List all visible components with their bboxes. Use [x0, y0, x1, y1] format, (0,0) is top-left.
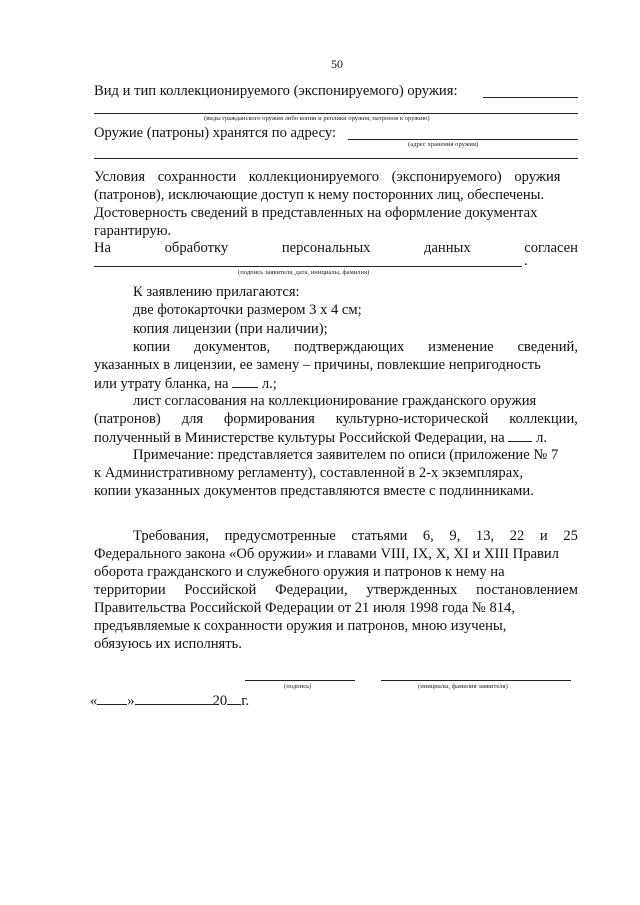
requirements-word: 13,	[475, 528, 495, 544]
attachment-approval-line-1: лист согласования на коллекционирование гражданского оружия	[133, 393, 537, 409]
requirements-line-1	[133, 527, 578, 545]
consent-hint: (подпись заявителя, дата, инициалы, фамилия)	[238, 269, 370, 276]
weapon-type-field-line-1	[483, 97, 578, 98]
requirements-word: 22	[509, 528, 525, 544]
copies-line-3-suffix: л.;	[261, 376, 277, 392]
consent-word: На	[94, 240, 112, 256]
requirements-line-3: оборота гражданского и служебного оружия и патронов к нему на	[94, 564, 505, 580]
requirements-word: Требования,	[133, 528, 210, 544]
copies-word: копии	[133, 339, 171, 355]
approval-word: формирования	[223, 411, 315, 427]
copies-word: изменение	[428, 339, 494, 355]
requirements-word: и	[539, 528, 548, 544]
requirements-word: статьями	[351, 528, 408, 544]
requirements-word: предусмотренные	[224, 528, 336, 544]
storage-address-label: Оружие (патроны) хранятся по адресу:	[94, 125, 337, 141]
note-line-3: копии указанных документов представляются вместе с подлинниками.	[94, 483, 534, 499]
signature-hint: (подпись)	[284, 683, 312, 690]
approval-word: культурно-исторической	[335, 411, 489, 427]
consent-signature-line	[94, 266, 522, 267]
note-line-2: к Административному регламенту), составленной в 2-х экземплярах,	[94, 465, 524, 481]
date-line	[90, 691, 249, 710]
approval-word: для	[181, 411, 204, 427]
approval-line-3-suffix: л.	[536, 430, 548, 446]
conditions-line-1	[94, 168, 578, 186]
attachment-photos: две фотокарточки размером 3 х 4 см;	[133, 302, 362, 318]
date-open-quote: «	[90, 693, 98, 709]
date-close-quote: »	[127, 693, 135, 709]
year-prefix: 20	[212, 693, 228, 709]
copies-word: подтверждающих	[294, 339, 405, 355]
attachment-copies-line-2: указанных в лицензии, ее замену – причины, повлекшие непригодность	[94, 357, 541, 373]
page-number: 50	[331, 57, 343, 71]
conditions-line-2: (патронов), исключающие доступ к нему посторонних лиц, обеспечены.	[94, 187, 545, 203]
year-suffix: г.	[241, 693, 250, 709]
reliability-line-1: Достоверность сведений в представленных на оформление документах	[94, 205, 538, 221]
requirements-word: территории	[94, 582, 166, 598]
consent-word: персональных	[281, 240, 371, 256]
name-hint: (инициалы, фамилия заявителя)	[418, 683, 508, 690]
weapon-type-hint: (виды гражданского оружия либо копии и реплики оружия, патронов к оружию)	[204, 115, 430, 122]
approval-line-3-text: полученный в Министерстве культуры Российской Федерации, на	[94, 430, 505, 446]
requirements-line-7: обязуюсь их исполнять.	[94, 636, 242, 652]
sheets-count-blank	[232, 374, 258, 388]
storage-address-hint: (адрес хранения оружия)	[408, 141, 479, 148]
storage-address-field-line	[348, 139, 578, 140]
attachments-heading: К заявлению прилагаются:	[133, 284, 300, 300]
name-line	[381, 680, 571, 681]
attachment-copies-line-1	[133, 338, 578, 356]
attachment-approval-line-2	[94, 410, 578, 428]
approval-word: коллекции,	[509, 411, 578, 427]
month-blank	[135, 691, 213, 705]
requirements-word: Российской	[184, 582, 257, 598]
year-blank	[227, 691, 241, 705]
requirements-line-2: Федерального закона «Об оружии» и главами VIII, IX, X, XI и XIII Правил	[94, 546, 559, 562]
consent-line	[94, 239, 578, 257]
requirements-line-5: Правительства Российской Федерации от 21 июля 1998 года № 814,	[94, 600, 515, 616]
copies-word: документов,	[193, 339, 271, 355]
requirements-word: 6,	[422, 528, 434, 544]
weapon-type-label: Вид и тип коллекционируемого (экспонируемого) оружия:	[94, 83, 458, 99]
day-blank	[97, 691, 127, 705]
reliability-line-2: гарантирую.	[94, 223, 172, 239]
copies-word: сведений,	[517, 339, 578, 355]
requirements-word: Федерации,	[275, 582, 348, 598]
copies-line-3-text: или утрату бланка, на	[94, 376, 229, 392]
requirements-word: 9,	[449, 528, 461, 544]
attachment-license-copy: копия лицензии (при наличии);	[133, 321, 328, 337]
consent-word: обработку	[164, 240, 229, 256]
requirements-word: утвержденных	[366, 582, 458, 598]
consent-word: согласен	[524, 240, 578, 256]
requirements-line-6: предъявляемые к сохранности оружия и патронов, мною изучены,	[94, 618, 507, 634]
approval-word: (патронов)	[94, 411, 161, 427]
note-line-1: Примечание: представляется заявителем по описи (приложение № 7	[133, 447, 559, 463]
storage-address-field-line-2	[94, 158, 578, 159]
requirements-word: 25	[563, 528, 578, 544]
signature-line	[245, 680, 355, 681]
consent-dot: .	[524, 253, 528, 269]
conditions-text-1: Условия сохранности коллекционируемого (экспонируемого) оружия	[94, 169, 561, 185]
consent-word: данных	[424, 240, 471, 256]
approval-sheets-blank	[508, 428, 532, 442]
requirements-line-4	[94, 581, 578, 599]
weapon-type-field-line-2	[94, 113, 578, 114]
attachment-copies-line-3	[94, 374, 277, 393]
requirements-word: постановлением	[476, 582, 578, 598]
attachment-approval-line-3	[94, 428, 547, 447]
